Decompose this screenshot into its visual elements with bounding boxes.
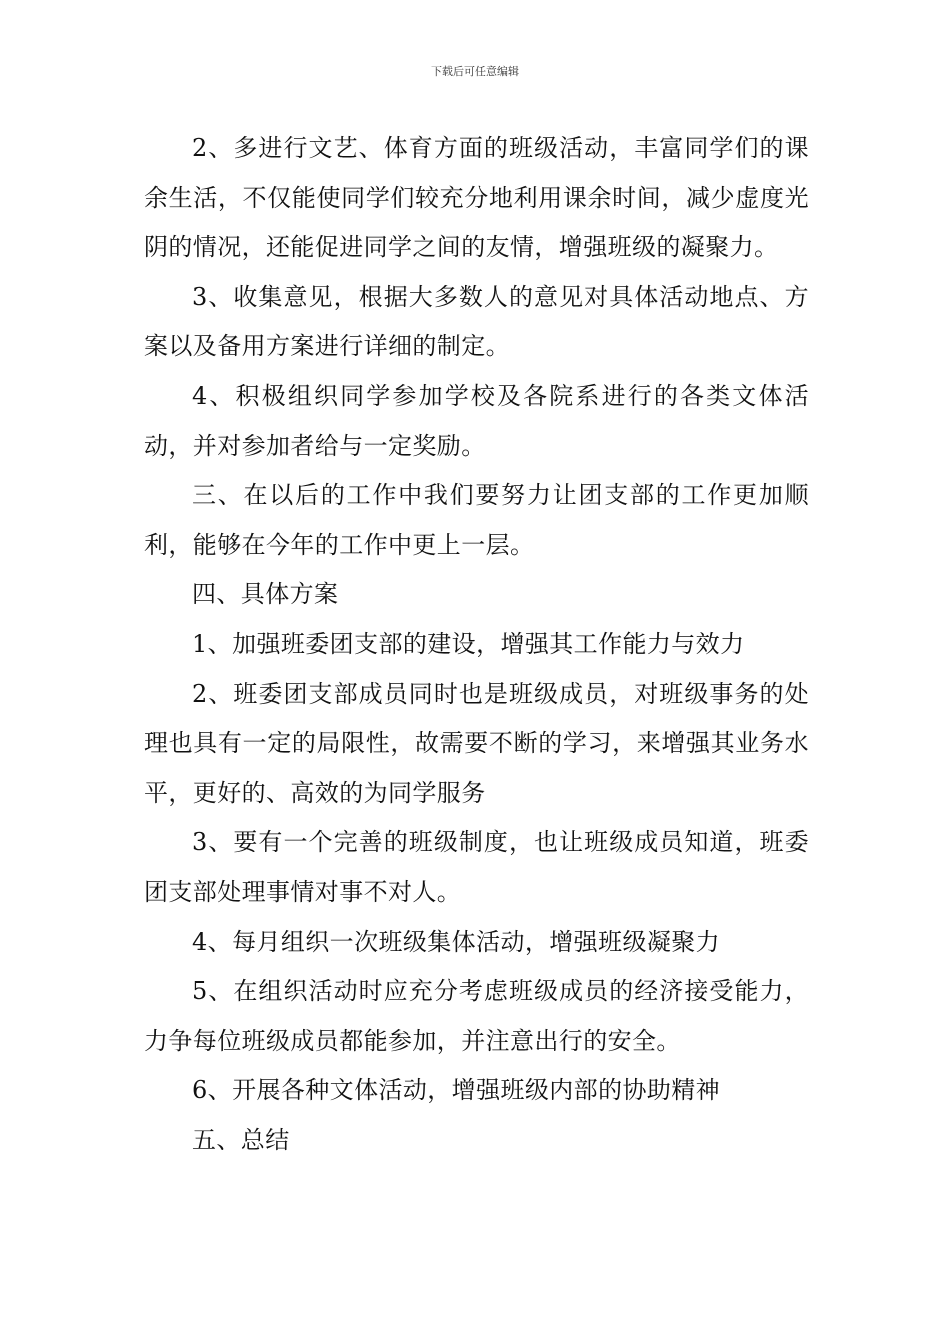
paragraph-activities: 2、多进行文艺、体育方面的班级活动，丰富同学们的课余生活，不仅能使同学们较充分地利用课余时间，减少虚度光阴的情况，还能促进同学之间的友情，增强班级的凝聚力。 <box>144 134 809 262</box>
paragraph-plan-item-2: 2、班委团支部成员同时也是班级成员，对班级事务的处理也具有一定的局限性，故需要不断的学习，来增强其业务水平，更好的、高效的为同学服务 <box>144 679 809 807</box>
paragraph-collect-opinions: 3、收集意见，根据大多数人的意见对具体活动地点、方案以及备用方案进行详细的制定。 <box>144 282 809 361</box>
section-heading-summary: 五、总结 <box>192 1125 290 1154</box>
paragraph-plan-item-4: 4、每月组织一次班级集体活动，增强班级凝聚力 <box>192 927 721 956</box>
page-header: 下载后可任意编辑 <box>431 65 519 78</box>
paragraph-section-three: 三、在以后的工作中我们要努力让团支部的工作更加顺利，能够在今年的工作中更上一层。 <box>144 481 809 559</box>
paragraph-plan-item-5: 5、在组织活动时应充分考虑班级成员的经济接受能力，力争每位班级成员都能参加，并注意出行的安全。 <box>144 977 809 1055</box>
section-heading-plan: 四、具体方案 <box>192 580 339 609</box>
paragraph-plan-item-3: 3、要有一个完善的班级制度，也让班级成员知道，班委团支部处理事情对事不对人。 <box>144 828 809 906</box>
document-body <box>144 124 809 1165</box>
paragraph-plan-item-1: 1、加强班委团支部的建设，增强其工作能力与效力 <box>192 629 745 658</box>
paragraph-organize-participation: 4、积极组织同学参加学校及各院系进行的各类文体活动，并对参加者给与一定奖励。 <box>144 381 809 460</box>
paragraph-plan-item-6: 6、开展各种文体活动，增强班级内部的协助精神 <box>192 1076 721 1105</box>
